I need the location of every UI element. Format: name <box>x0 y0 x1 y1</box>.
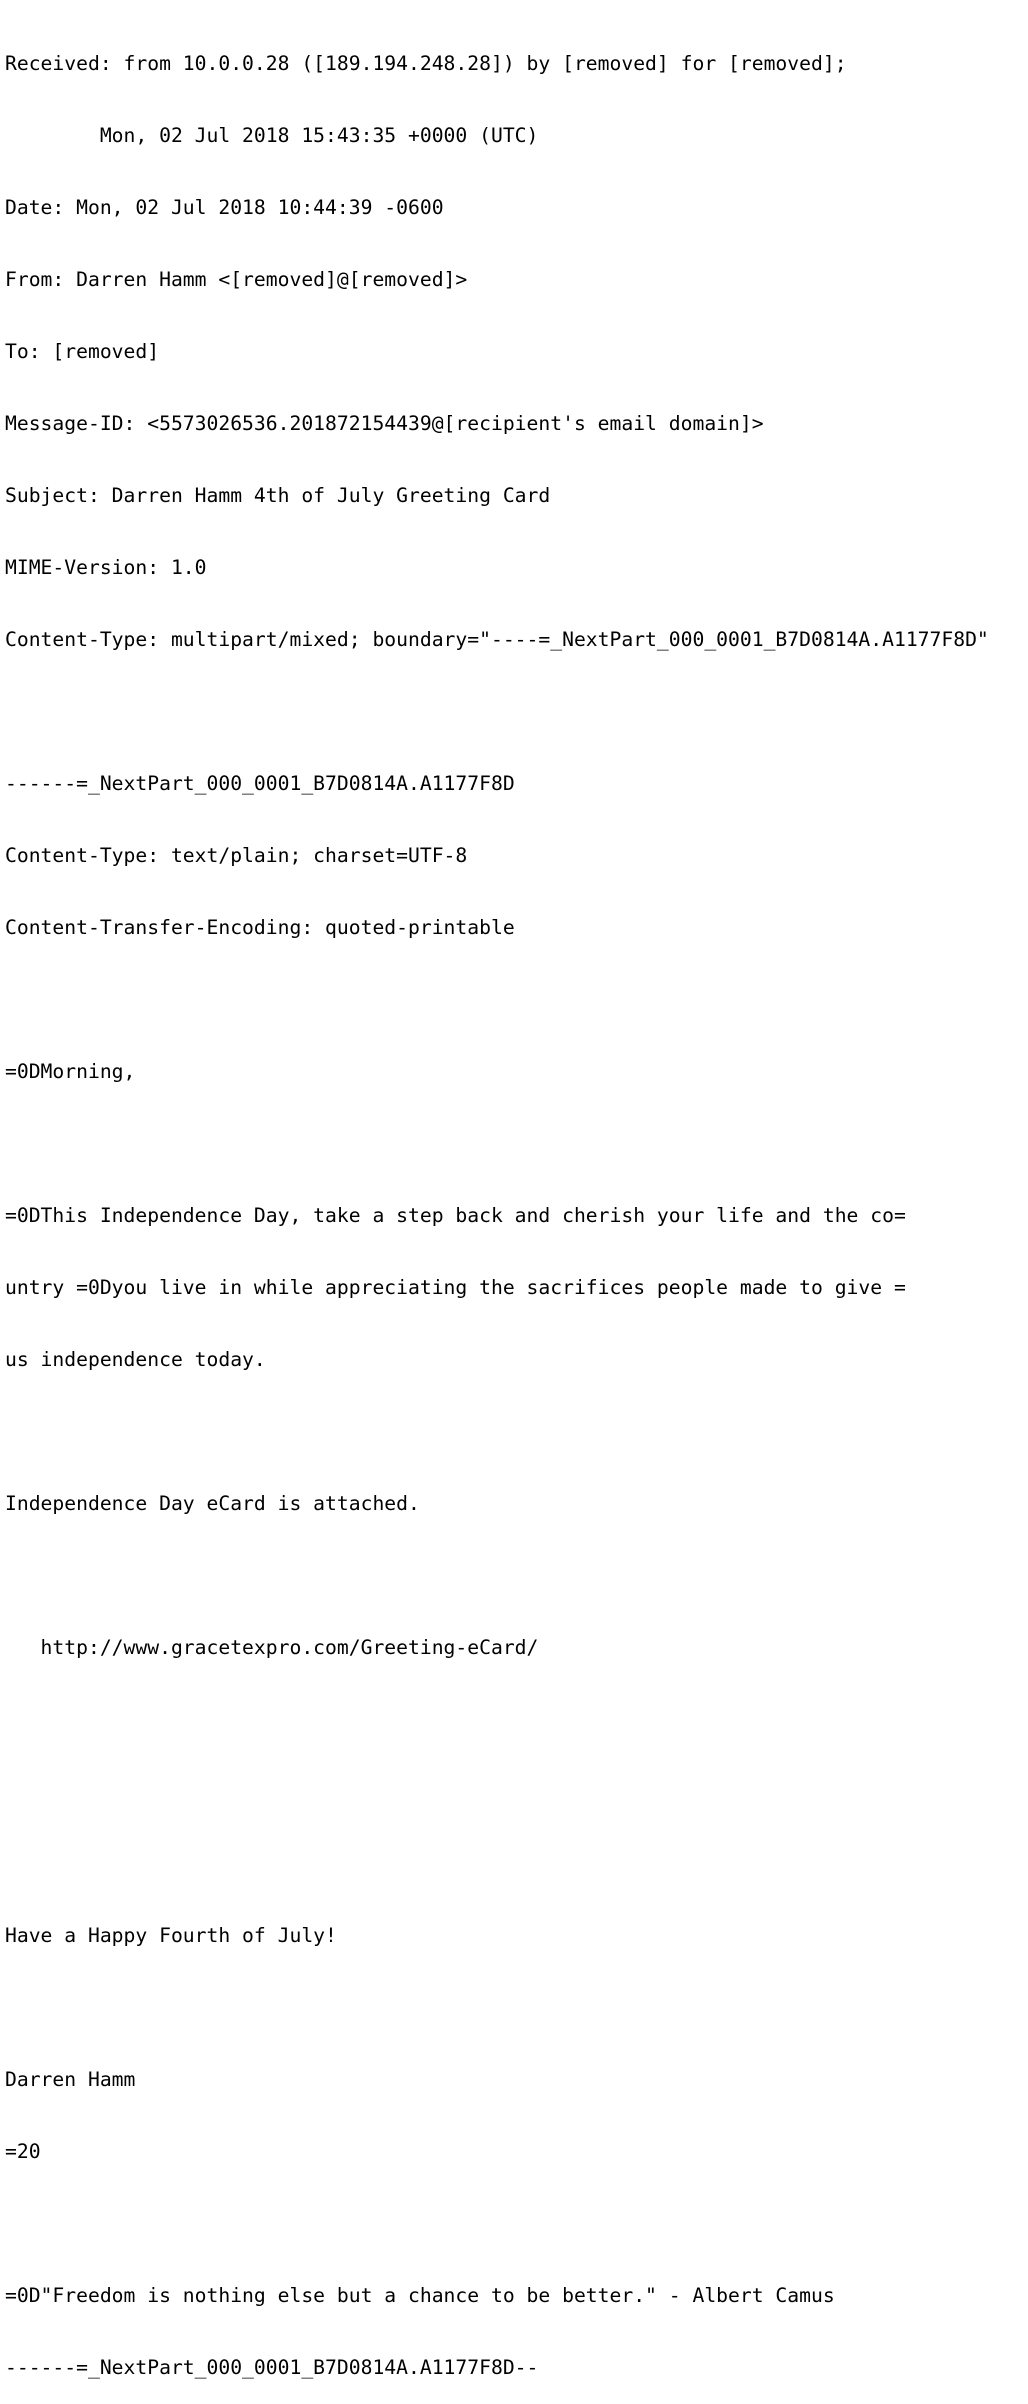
mime-version-header: MIME-Version: 1.0 <box>5 556 207 579</box>
mime-boundary-end: ------=_NextPart_000_0001_B7D0814A.A1177F8D-- <box>5 2356 539 2379</box>
blank-line <box>5 988 1023 1012</box>
body-greeting: =0DMorning, <box>5 1060 136 1083</box>
body-paragraph-line-3: us independence today. <box>5 1348 266 1371</box>
content-type-header: Content-Type: multipart/mixed; boundary="----=_NextPart_000_0001_B7D0814A.A1177F8D" <box>5 628 989 651</box>
ecard-link-text: http://www.gracetexpro.com/Greeting-eCard/ <box>5 1636 539 1659</box>
signature-code: =20 <box>5 2140 41 2163</box>
received-header-line-1: Received: from 10.0.0.28 ([189.194.248.28]) by [removed] for [removed]; <box>5 52 847 75</box>
blank-line <box>5 1564 1023 1588</box>
body-paragraph-line-2: untry =0Dyou live in while appreciating the sacrifices people made to give = <box>5 1276 906 1299</box>
blank-line <box>5 1708 1023 1732</box>
to-header: To: [removed] <box>5 340 160 363</box>
part-content-type: Content-Type: text/plain; charset=UTF-8 <box>5 844 468 867</box>
blank-line <box>5 1996 1023 2020</box>
quote-line: =0D"Freedom is nothing else but a chance to be better." - Albert Camus <box>5 2284 835 2307</box>
signature-name: Darren Hamm <box>5 2068 136 2091</box>
subject-header: Subject: Darren Hamm 4th of July Greeting Card <box>5 484 551 507</box>
mime-boundary-start: ------=_NextPart_000_0001_B7D0814A.A1177F8D <box>5 772 515 795</box>
blank-line <box>5 1852 1023 1876</box>
raw-email-source <box>5 4 1023 2404</box>
closing-line: Have a Happy Fourth of July! <box>5 1924 337 1947</box>
blank-line <box>5 700 1023 724</box>
blank-line <box>5 1420 1023 1444</box>
received-header-line-2: Mon, 02 Jul 2018 15:43:35 +0000 (UTC) <box>5 124 539 147</box>
body-paragraph-line-1: =0DThis Independence Day, take a step back and cherish your life and the co= <box>5 1204 906 1227</box>
blank-line <box>5 1780 1023 1804</box>
attachment-note: Independence Day eCard is attached. <box>5 1492 420 1515</box>
date-header: Date: Mon, 02 Jul 2018 10:44:39 -0600 <box>5 196 444 219</box>
blank-line <box>5 1132 1023 1156</box>
from-header: From: Darren Hamm <[removed]@[removed]> <box>5 268 468 291</box>
blank-line <box>5 2212 1023 2236</box>
message-id-header: Message-ID: <5573026536.201872154439@[recipient's email domain]> <box>5 412 764 435</box>
part-transfer-encoding: Content-Transfer-Encoding: quoted-printable <box>5 916 515 939</box>
